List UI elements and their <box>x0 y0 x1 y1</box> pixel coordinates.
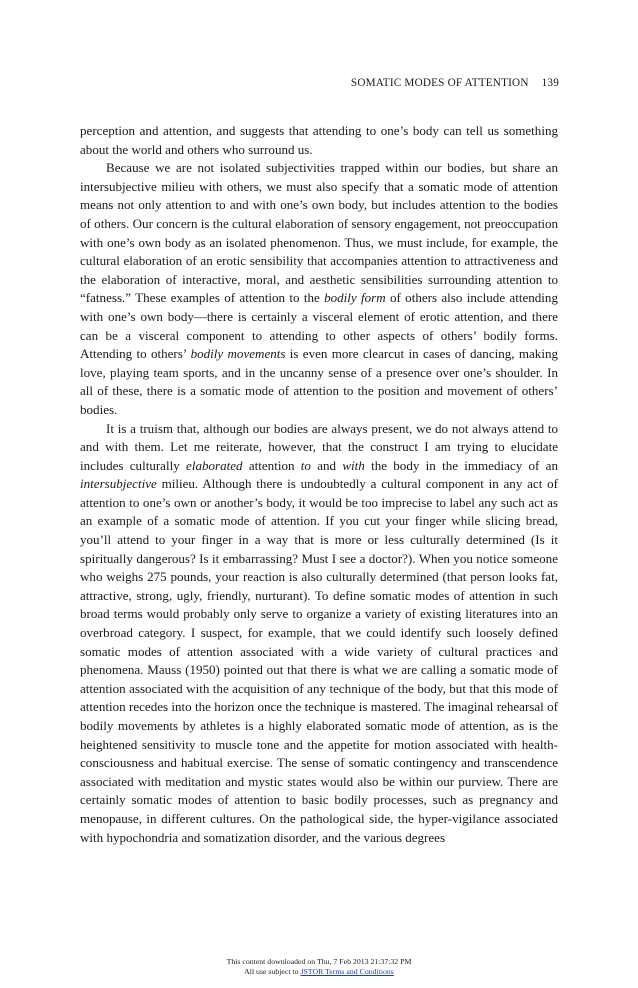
italic-phrase: intersubjective <box>80 476 157 492</box>
body-text <box>80 122 558 847</box>
jstor-terms-link[interactable]: JSTOR Terms and Conditions <box>300 967 394 976</box>
jstor-footer <box>0 957 638 977</box>
text-run: and <box>310 457 343 473</box>
paragraph-3 <box>80 420 558 848</box>
italic-phrase: to <box>300 457 311 473</box>
download-notice: This content downloaded on Thu, 7 Feb 2013 21:37:32 PM <box>226 957 412 966</box>
paragraph-1 <box>80 122 558 159</box>
paragraph-2 <box>80 159 558 419</box>
text-run: Because we are not isolated subjectivities trapped within our bodies, but share an intersubjective milieu with others, we must also specify that a somatic mode of attention means not only attention to and with one’s own body, but includes attention to the bodies of others. Our concern is the cultural elaboration of sensory engagement, not preoccupation with one’s own body as an isolated phenomenon. Thus, we must include, for example, the cultural elaboration of an erotic sensibility that accompanies attention to attractiveness and the elaboration of interactive, moral, and aesthetic sensibilities surrounding attention to “fatness.” These examples of attention to the <box>80 160 558 306</box>
italic-phrase: bodily form <box>324 290 386 306</box>
text-run: perception and attention, and suggests that attending to one’s body can tell us something about the world and others who surround us. <box>80 123 558 157</box>
text-run: is even more clearcut in cases of dancing, making love, playing team sports, and in the uncanny sense of a presence over one’s shoulder. In all of these, there is a somatic mode of attention to the position and movement of others’ bodies. <box>80 346 559 417</box>
text-run: milieu. Although there is undoubtedly a cultural component in any act of attention to one’s own or another’s body, it would be too imprecise to label any such act as an example of a somatic mode of attention. If you cut your finger while slicing bread, you’ll attend to your finger in a way that is more or less culturally determined (Is it spiritually dangerous? Is it embarrassing? Must I see a doctor?). When you notice someone who weighs 275 pounds, your reaction is also culturally determined (that person looks fat, attractive, strong, ugly, friendly, nurturant). To define somatic modes of attention in such broad terms would probably only serve to organize a variety of existing literatures into an overbroad category. I suspect, for example, that we could identify such loosely defined somatic modes of attention associated with a wide variety of cultural practices and phenomena. Mauss (1950) pointed out that there is what we are calling a somatic mode of attention associated with the acquisition of any technique of the body, but that this mode of attention recedes into the horizon once the technique is mastered. The imaginal rehearsal of bodily movements by athletes is a highly elaborated somatic mode of attention, as is the heightened sensitivity to muscle tone and the appetite for motion associated with health-consciousness and habitual exercise. The sense of somatic contingency and transcendence associated with meditation and mystic states would also be within our purview. There are certainly somatic modes of attention to basic bodily processes, such as pregnancy and menopause, in different cultures. On the pathological side, the hyper-vigilance associated with hypochondria and somatization disorder, and the various degrees <box>80 476 558 845</box>
running-head <box>351 77 559 89</box>
italic-phrase: elaborated <box>186 457 243 473</box>
italic-phrase: bodily movements <box>190 346 286 362</box>
text-run: the body in the immediacy of an <box>364 457 558 473</box>
terms-line <box>0 967 638 977</box>
terms-prefix: All use subject to <box>244 967 301 976</box>
text-run: of others also include attending with one’s own body—there is certainly a visceral element of erotic attention, and there can be a visceral component to attending to other aspects of others’ bodily forms. Attending to others’ <box>80 290 558 362</box>
page-number: 139 <box>541 77 559 89</box>
italic-phrase: with <box>342 457 365 473</box>
text-run: It is a truism that, although our bodies are always present, we do not always attend to and with them. Let me reiterate, however, that the construct I am trying to elucidate includes culturally <box>80 420 558 473</box>
running-title: SOMATIC MODES OF ATTENTION <box>350 77 529 89</box>
text-run: attention <box>242 457 301 473</box>
